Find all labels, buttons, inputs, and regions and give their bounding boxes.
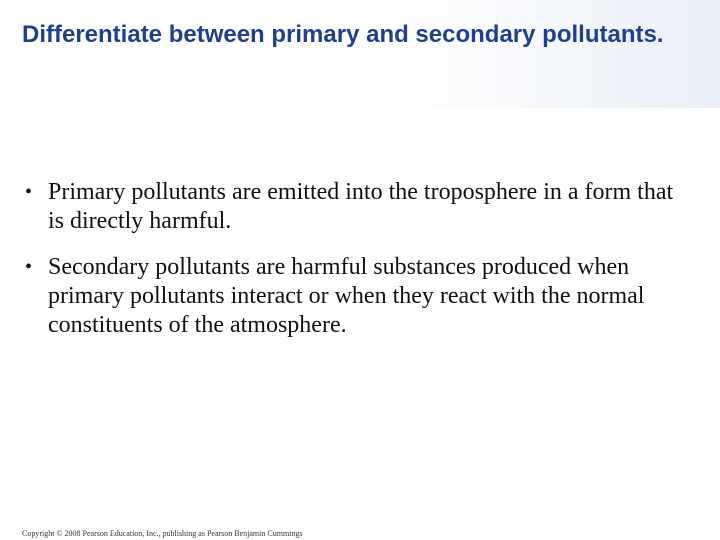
bullet-marker: • <box>25 256 33 278</box>
bullet-marker: • <box>25 181 33 203</box>
bullet-item-primary <box>22 178 692 236</box>
bullet-text: Primary pollutants are emitted into the troposphere in a form that is directly harmful. <box>48 179 674 234</box>
bullet-text: Secondary pollutants are harmful substances produced when primary pollutants interact or when they react with the normal constituents of the atmosphere. <box>48 254 645 338</box>
bullet-list <box>22 178 692 357</box>
slide-title: Differentiate between primary and secondary pollutants. <box>22 21 664 48</box>
bullet-item-secondary <box>22 253 692 340</box>
copyright-notice: Copyright © 2008 Pearson Education, Inc., publishing as Pearson Benjamin Cummings <box>22 529 303 538</box>
